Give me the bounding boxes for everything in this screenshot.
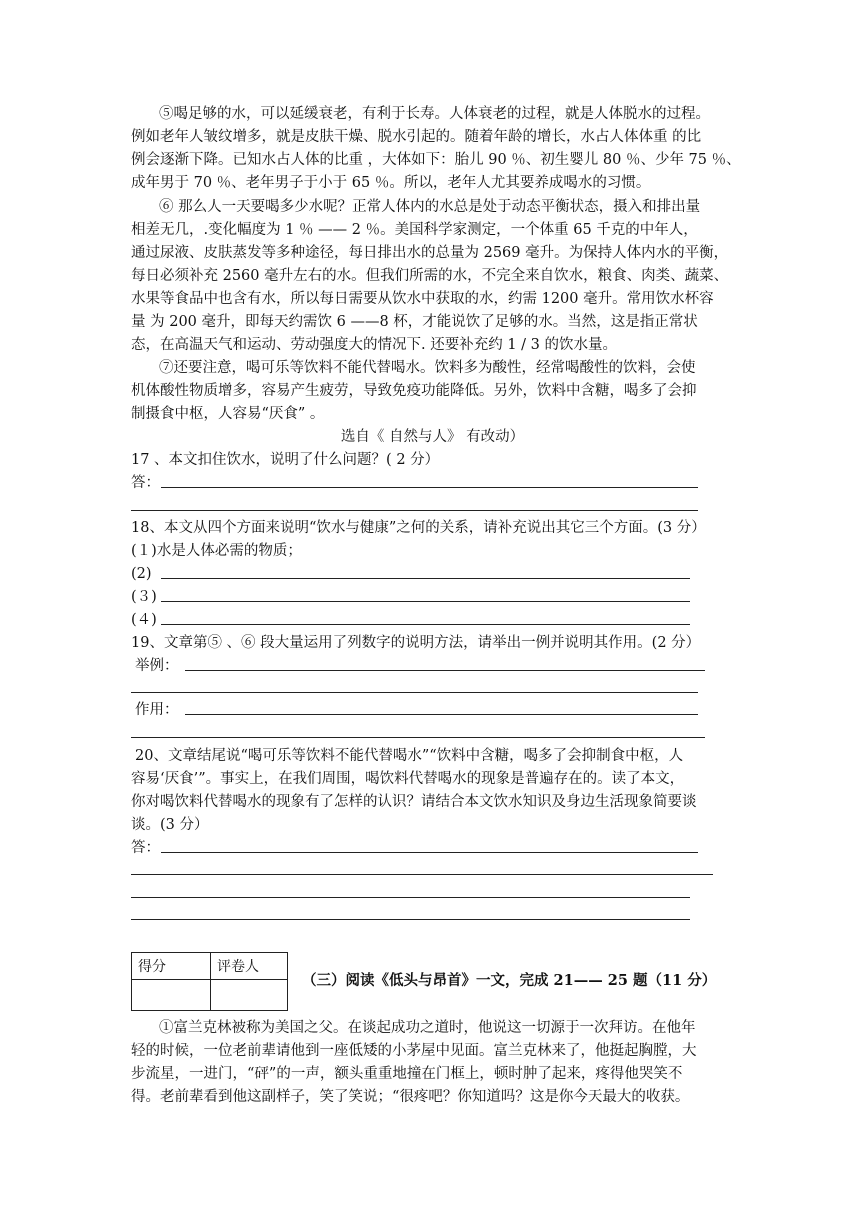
passage-b-line: ①富兰克林被称为美国之父。在谈起成功之道时，他说这一切源于一次拜访。在他年: [159, 1020, 696, 1036]
grader-cell[interactable]: [211, 980, 288, 1011]
score-cell[interactable]: [132, 980, 211, 1011]
answer-line[interactable]: [131, 510, 698, 511]
question-20-line: 容易‘厌食’”。事实上，在我们周围，喝饮料代替喝水的现象是普遍存在的。读了本文，: [131, 771, 685, 787]
answer-line[interactable]: [161, 601, 690, 602]
passage-line: 例如老年人皱纹增多，就是皮肤干燥、脱水引起的。随着年龄的增长，水占人体体重 的比: [131, 129, 702, 145]
question-18: 18、本文从四个方面来说明“饮水与健康”之何的关系，请补充说出其它三个方面。(3 分）: [131, 520, 706, 536]
question-19: 19、文章第⑤ 、⑥ 段大量运用了列数字的说明方法，请举出一例并说明其作用。(2 分）: [131, 635, 701, 651]
answer-line[interactable]: [185, 670, 705, 671]
answer-line[interactable]: [131, 737, 705, 738]
score-table: [131, 952, 288, 1011]
q18-item-2-label: (2): [131, 566, 152, 582]
passage-line: ⑦还要注意，喝可乐等饮料不能代替喝水。饮料多为酸性，经常喝酸性的饮料，会使: [159, 360, 696, 376]
passage-line: 例会逐渐下降。已知水占人体的比重 ，大体如下：胎儿 90 ％、初生婴儿 80 ％、少年 75 ％、: [131, 152, 741, 168]
passage-b-line: 步流星，一进门，“砰”的一声，额头重重地撞在门框上，顿时肿了起来，疼得他哭笑不: [131, 1066, 683, 1082]
passage-source: 选自《 自然与人》 有改动）: [340, 429, 525, 445]
answer-label: 答：: [131, 475, 160, 491]
passage-line: 制摄食中枢，人容易“厌食” 。: [131, 406, 325, 422]
grader-label: 评卷人: [211, 953, 288, 980]
passage-line: 机体酸性物质增多，容易产生疲劳，导致免疫功能降低。另外，饮料中含糖，喝多了会抑: [131, 383, 697, 399]
passage-b-line: 轻的时候，一位老前辈请他到一座低矮的小茅屋中见面。富兰克林来了，他挺起胸膛，大: [131, 1043, 697, 1059]
question-17: 17 、本文扣住饮水，说明了什么问题？( 2 分）: [131, 452, 440, 468]
answer-line[interactable]: [131, 897, 690, 898]
q18-item-3-label: (３): [131, 589, 157, 605]
passage-line: 态，在高温天气和运动、劳动强度大的情况下. 还要补充约 1 / 3 的饮水量。: [131, 337, 617, 353]
passage-line: 每日必须补充 2560 毫升左右的水。但我们所需的水，不完全来自饮水，粮食、肉类、蔬菜、: [131, 268, 729, 284]
passage-line: 成年男于 70 ％、老年男子于小于 65 ％。所以，老年人尤其要养成喝水的习惯。: [131, 175, 651, 191]
answer-label: 答：: [131, 840, 160, 856]
answer-line[interactable]: [161, 624, 690, 625]
passage-line: 相差无几，.变化幅度为 1 ％ —— 2 ％。美国科学家测定，一个体重 65 千克的中年人，: [131, 222, 698, 238]
answer-line[interactable]: [131, 874, 713, 875]
q18-item-1: (１)水是人体必需的物质；: [131, 543, 302, 559]
answer-line[interactable]: [161, 852, 698, 853]
passage-line: 量 为 200 毫升，即每天约需饮 6 ——8 杯，才能说饮了足够的水。当然，这是指正常状: [131, 314, 698, 330]
question-20: 20、文章结尾说“喝可乐等饮料不能代替喝水”“饮料中含糖，喝多了会抑制食中枢，人: [135, 748, 684, 764]
question-20-line: 你对喝饮料代替喝水的现象有了怎样的认识？请结合本文饮水知识及身边生活现象简要谈: [131, 794, 697, 810]
section-3-title: （三）阅读《低头与昂首》一文，完成 21—— 25 题（11 分）: [302, 972, 717, 989]
passage-line: ⑥ 那么人一天要喝多少水呢？正常人体内的水总是处于动态平衡状态，摄入和排出量: [159, 199, 701, 215]
answer-line[interactable]: [161, 578, 690, 579]
passage-line: 水果等食品中也含有水，所以每日需要从饮水中获取的水，约需 1200 毫升。常用饮水杯容: [131, 291, 714, 307]
question-20-line: 谈。(3 分）: [131, 817, 209, 833]
answer-line[interactable]: [185, 714, 698, 715]
answer-line[interactable]: [131, 692, 698, 693]
passage-b-line: 得。老前辈看到他这副样子，笑了笑说；“很疼吧？你知道吗？这是你今天最大的收获。: [131, 1089, 690, 1105]
q18-item-4-label: (４): [131, 612, 157, 628]
score-label: 得分: [132, 953, 211, 980]
effect-label: 作用：: [135, 702, 179, 718]
answer-line[interactable]: [161, 487, 698, 488]
answer-line[interactable]: [131, 919, 690, 920]
passage-line: ⑤喝足够的水，可以延缓衰老，有利于长寿。人体衰老的过程，就是人体脱水的过程。: [159, 106, 710, 122]
example-label: 举例：: [135, 658, 179, 674]
passage-line: 通过尿液、皮肤蒸发等多种途径，每日排出水的总量为 2569 毫升。为保持人体内水的平衡，: [131, 245, 729, 261]
